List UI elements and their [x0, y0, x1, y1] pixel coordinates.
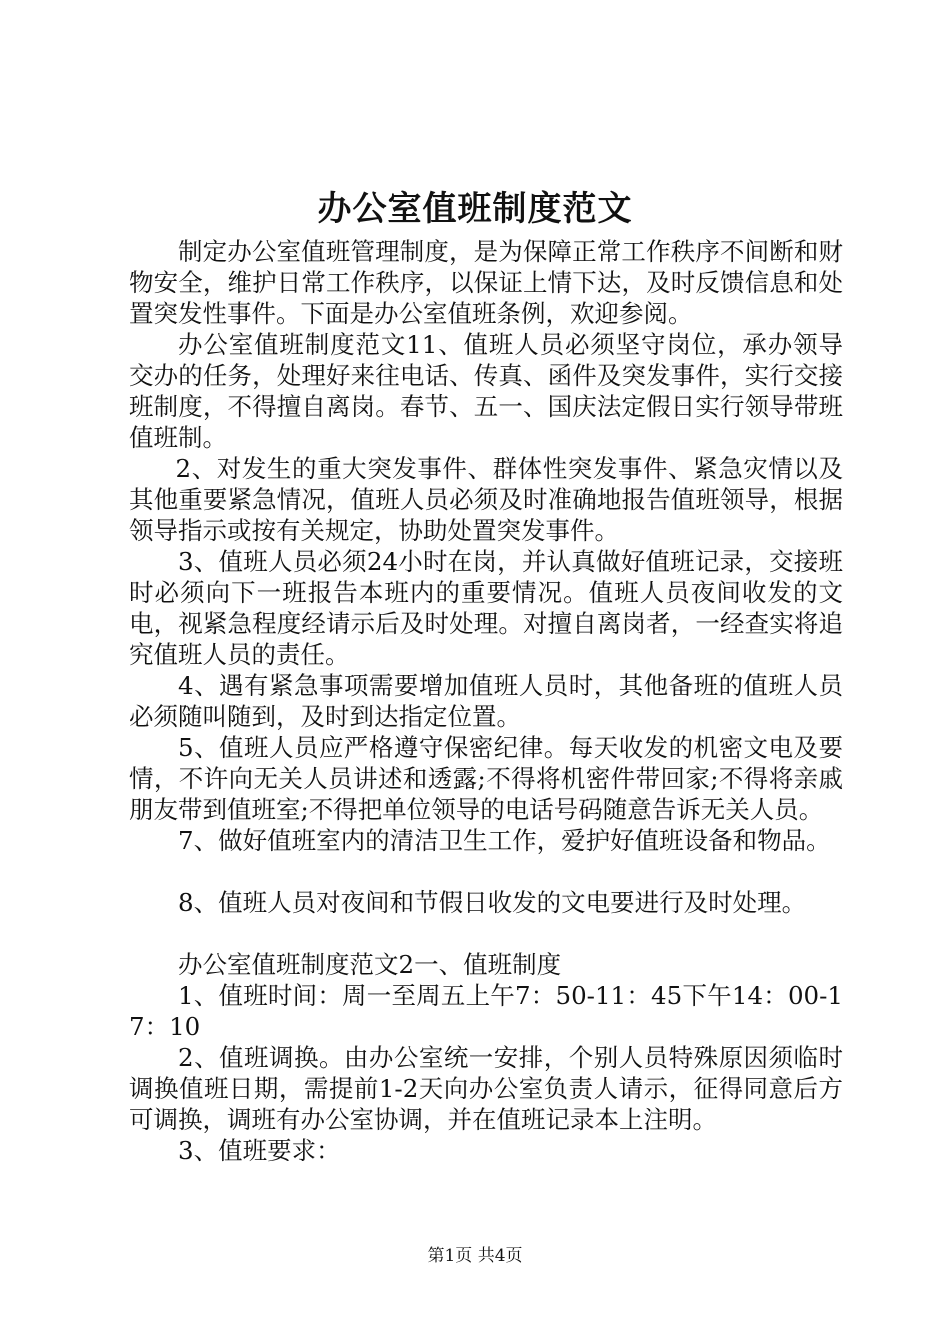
- sample-1-item-5-paragraph: 5、值班人员应严格遵守保密纪律。每天收发的机密文电及要情，不许向无关人员讲述和透露;不得将机密件带回家;不得将亲戚朋友带到值班室;不得把单位领导的电话号码随意告诉无关人员。: [129, 733, 843, 824]
- intro-paragraph: 制定办公室值班管理制度，是为保障正常工作秩序不间断和财物安全，维护日常工作秩序，以保证上情下达，及时反馈信息和处置突发性事件。下面是办公室值班条例，欢迎参阅。: [129, 237, 843, 328]
- page-footer: 第1页 共4页: [427, 1246, 523, 1266]
- sample-1-item-8-paragraph: 8、值班人员对夜间和节假日收发的文电要进行及时处理。: [178, 888, 807, 917]
- sample-1-item-4-paragraph: 4、遇有紧急事项需要增加值班人员时，其他备班的值班人员必须随叫随到，及时到达指定位置。: [129, 671, 843, 731]
- sample-1-item-1-paragraph: 办公室值班制度范文11、值班人员必须坚守岗位，承办领导交办的任务，处理好来往电话、传真、函件及突发事件，实行交接班制度，不得擅自离岗。春节、五一、国庆法定假日实行领导带班值班制。: [129, 330, 843, 452]
- document-body: [129, 236, 843, 1166]
- sample-1-item-2-paragraph: 2、对发生的重大突发事件、群体性突发事件、紧急灾情以及其他重要紧急情况，值班人员必须及时准确地报告值班领导，根据领导指示或按有关规定，协助处置突发事件。: [129, 454, 843, 545]
- sample-1-item-3-paragraph: 3、值班人员必须24小时在岗，并认真做好值班记录，交接班时必须向下一班报告本班内的重要情况。值班人员夜间收发的文电，视紧急程度经请示后及时处理。对擅自离岗者，一经查实将追究值班人员的责任。: [129, 547, 843, 669]
- sample-1-item-7-paragraph: 7、做好值班室内的清洁卫生工作，爱护好值班设备和物品。: [178, 826, 831, 855]
- document-title: 办公室值班制度范文: [317, 189, 633, 229]
- sample-2-heading-paragraph: 办公室值班制度范文2一、值班制度: [178, 950, 562, 979]
- paragraph-spacer: [129, 918, 843, 949]
- sample-2-item-3-paragraph: 3、值班要求：: [178, 1136, 341, 1165]
- paragraph-spacer: [129, 856, 843, 887]
- sample-2-item-1-paragraph: 1、值班时间：周一至周五上午7：50-11：45下午14：00-17：10: [129, 981, 843, 1041]
- sample-2-item-2-paragraph: 2、值班调换。由办公室统一安排，个别人员特殊原因须临时调换值班日期，需提前1-2天向办公室负责人请示，征得同意后方可调换，调班有办公室协调，并在值班记录本上注明。: [129, 1043, 843, 1134]
